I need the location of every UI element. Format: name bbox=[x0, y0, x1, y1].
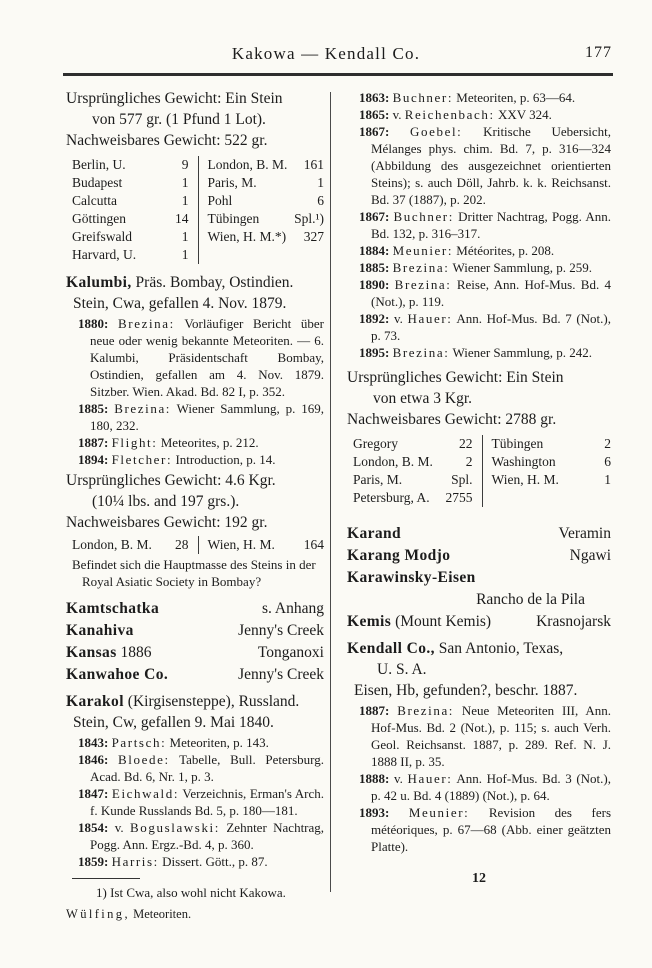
reference-entry bbox=[66, 751, 324, 785]
weight-line: Ursprüngliches Gewicht: Ein Stein bbox=[347, 369, 564, 386]
entry-heading-rest: San Antonio, Texas, bbox=[438, 640, 564, 657]
crossref-head bbox=[66, 664, 168, 686]
reference-entry bbox=[66, 785, 324, 819]
ref-author-prefix: v. bbox=[393, 771, 403, 786]
weight-line: Nachweisbares Gewicht: 192 gr. bbox=[66, 514, 268, 531]
ref-author: Flight: bbox=[111, 435, 158, 450]
reference-entry bbox=[66, 315, 324, 400]
crossref-row bbox=[66, 642, 324, 664]
ref-author: Eichwald: bbox=[111, 786, 180, 801]
entry-heading-rest: (Kirgisensteppe), Russland. bbox=[127, 693, 300, 710]
entry-headword: Karakol bbox=[66, 693, 124, 710]
weight-line: Ursprüngliches Gewicht: 4.6 Kgr. bbox=[66, 472, 276, 489]
ref-author: Bloede: bbox=[118, 752, 170, 767]
ref-author: Brezina: bbox=[114, 401, 172, 416]
weight-paragraph-kalumbi bbox=[66, 470, 324, 533]
table-row bbox=[72, 192, 324, 210]
ref-author: Brezina: bbox=[392, 345, 450, 360]
entry-note: Befindet sich die Hauptmasse des Steins in der Royal Asiatic Society in Bombay? bbox=[72, 557, 316, 589]
collection-name: Harvard, U. bbox=[72, 247, 137, 262]
ref-author: Brezina: bbox=[118, 316, 175, 331]
ref-author: Harris: bbox=[111, 854, 159, 869]
collection-name: Wien, H. M. bbox=[491, 472, 559, 487]
ref-year: 1895: bbox=[359, 345, 390, 360]
signature-work: Meteoriten. bbox=[133, 907, 192, 921]
reference-entry bbox=[347, 702, 611, 770]
reference-entry bbox=[347, 242, 611, 259]
crossref-row bbox=[347, 523, 611, 545]
ref-year: 1885: bbox=[359, 260, 390, 275]
crossref-row bbox=[347, 567, 611, 589]
footnote-rule bbox=[72, 878, 140, 879]
entry-heading-kendall bbox=[347, 638, 611, 659]
ref-text: Dissert. Gött., p. 87. bbox=[162, 854, 268, 869]
crossref-target: Jenny's Creek bbox=[238, 666, 324, 683]
ref-year: 1885: bbox=[78, 401, 109, 416]
ref-author: Reichenbach: bbox=[404, 107, 495, 122]
crossref-head bbox=[347, 523, 401, 545]
entry-subline: Stein, Cw, gefallen 9. Mai 1840. bbox=[73, 714, 274, 731]
ref-author: Partsch: bbox=[111, 735, 167, 750]
crossref-row bbox=[66, 620, 324, 642]
ref-text: Meteorites, p. 212. bbox=[160, 435, 259, 450]
ref-year: 1894: bbox=[78, 452, 109, 467]
ref-author: Meunier: bbox=[408, 805, 470, 820]
collection-value: 1 bbox=[317, 175, 324, 190]
entry-subline: Eisen, Hb, gefunden?, beschr. 1887. bbox=[354, 682, 578, 699]
reference-list-kalumbi bbox=[66, 315, 324, 468]
collection-name: Wien, H. M. bbox=[207, 537, 275, 552]
collection-name: Gregory bbox=[353, 436, 398, 451]
crossref-headword: Kansas bbox=[66, 644, 117, 661]
crossref-head bbox=[66, 598, 159, 620]
ref-year: 1884: bbox=[359, 243, 390, 258]
crossref-head bbox=[66, 620, 134, 642]
crossref-target: Veramin bbox=[558, 525, 611, 542]
ref-year: 1854: bbox=[78, 820, 109, 835]
reference-entry bbox=[347, 106, 611, 123]
collection-value: 327 bbox=[303, 229, 324, 244]
reference-list-karakol bbox=[66, 734, 324, 870]
ref-text: Wiener Sammlung, p. 242. bbox=[452, 345, 593, 360]
entry-headword: Kalumbi, bbox=[66, 274, 132, 291]
collection-value: 2755 bbox=[445, 490, 473, 505]
ref-text: Tabelle, Bull. Petersburg. Acad. Bd. 6, Nr. 1, p. 3. bbox=[90, 752, 325, 784]
entry-headword: Kendall Co., bbox=[347, 640, 435, 657]
collection-name: London, B. M. bbox=[207, 157, 288, 172]
weight-table-kakowa2 bbox=[353, 435, 611, 507]
ref-text: Introduction, p. 14. bbox=[175, 452, 276, 467]
ref-author: Buchner: bbox=[392, 90, 454, 105]
page-number: 177 bbox=[585, 44, 612, 61]
collection-value: 161 bbox=[303, 157, 324, 172]
collection-name: Petersburg, A. bbox=[353, 490, 430, 505]
ref-text: Vorläufiger Bericht über neue oder wenig bekannte Meteoriten. — 6. Kalumbi, Präsidentschaft Bombay, Ostindien, gefallen am 4. Nov. 1879. Sitzber. Wien. Akad. Bd. 82 I, p. 352. bbox=[90, 316, 325, 399]
crossref-headword: Kanahiva bbox=[66, 622, 134, 639]
crossref-target: Ngawi bbox=[569, 547, 611, 564]
collection-value: 28 bbox=[175, 537, 189, 552]
left-column bbox=[66, 88, 324, 922]
crossref-target: Tonganoxi bbox=[257, 644, 324, 661]
collection-name: Calcutta bbox=[72, 193, 117, 208]
ref-year: 1888: bbox=[359, 771, 390, 786]
crossref-target: Jenny's Creek bbox=[238, 622, 324, 639]
crossref-target: s. Anhang bbox=[262, 600, 324, 617]
column-divider bbox=[330, 92, 331, 892]
header-rule bbox=[63, 73, 613, 76]
ref-text: Meteoriten, p. 143. bbox=[169, 735, 269, 750]
ref-year: 1867: bbox=[359, 209, 390, 224]
collection-name: Tübingen bbox=[491, 436, 544, 451]
weight-line: Ursprüngliches Gewicht: Ein Stein bbox=[66, 90, 283, 107]
crossref-headword: Kamtschatka bbox=[66, 600, 160, 617]
ref-text: Météorites, p. 208. bbox=[456, 243, 555, 258]
ref-year: 1846: bbox=[78, 752, 109, 767]
crossref-suffix: (Mount Kemis) bbox=[395, 613, 492, 630]
weight-line: Nachweisbares Gewicht: 2788 gr. bbox=[347, 411, 557, 428]
table-row bbox=[72, 210, 324, 228]
weight-line: von 577 gr. (1 Pfund 1 Lot). bbox=[92, 111, 266, 128]
collection-name: Paris, M. bbox=[353, 472, 403, 487]
entry-heading-kalumbi bbox=[66, 272, 324, 293]
entry-heading-rest: Präs. Bombay, Ostindien. bbox=[135, 274, 294, 291]
weight-table-kalumbi bbox=[72, 536, 324, 554]
reference-entry bbox=[66, 819, 324, 853]
crossref-target: Rancho de la Pila bbox=[476, 591, 585, 608]
ref-text: Verzeichnis, Erman's Arch. f. Kunde Russlands Bd. 5, p. 180—181. bbox=[90, 786, 324, 818]
collection-name: London, B. M. bbox=[353, 454, 433, 469]
ref-text: Ann. Hof-Mus. Bd. 7 (Not.), p. 73. bbox=[371, 311, 611, 343]
ref-author: Brezina: bbox=[397, 703, 455, 718]
reference-entry bbox=[347, 770, 611, 804]
collection-value: 22 bbox=[459, 436, 473, 451]
ref-text: Wiener Sammlung, p. 259. bbox=[452, 260, 593, 275]
crossref-headword: Karand bbox=[347, 525, 402, 542]
ref-text: XXV 324. bbox=[497, 107, 552, 122]
table-row bbox=[72, 174, 324, 192]
ref-year: 1867: bbox=[359, 124, 390, 139]
reference-entry bbox=[347, 123, 611, 208]
ref-author: Fletcher: bbox=[111, 452, 173, 467]
ref-year: 1893: bbox=[359, 805, 390, 820]
collection-value: 1 bbox=[181, 229, 189, 244]
reference-entry bbox=[347, 208, 611, 242]
collection-value: 1 bbox=[181, 247, 189, 262]
reference-list-kendall bbox=[347, 702, 611, 855]
collection-value: 2 bbox=[604, 436, 611, 451]
collection-value: 1 bbox=[604, 472, 611, 487]
ref-author: Brezina: bbox=[392, 260, 450, 275]
collection-value: 9 bbox=[181, 157, 189, 172]
reference-entry bbox=[347, 804, 611, 855]
crossref-head bbox=[66, 642, 152, 664]
crossref-row bbox=[347, 545, 611, 567]
reference-list-kakowa bbox=[347, 89, 611, 361]
collection-name: Berlin, U. bbox=[72, 157, 126, 172]
reference-entry bbox=[66, 400, 324, 434]
crossref-headword: Kanwahoe Co. bbox=[66, 666, 169, 683]
ref-text: Revision des fers météoriques, p. 67—68 (Abb. einer geätzten Platte). bbox=[371, 805, 612, 854]
ref-text: Neue Meteoriten III, Ann. Hof-Mus. Bd. 2 (Not.), p. 115; s. auch Verh. Geol. Reichsanst. 1887, p. 289. Ref. N. J. 1888 II, p. 35. bbox=[371, 703, 612, 769]
page-header-title: Kakowa — Kendall Co. bbox=[231, 44, 421, 63]
ref-text: Reise, Ann. Hof-Mus. Bd. 4 (Not.), p. 119. bbox=[371, 277, 612, 309]
ref-author: Meunier: bbox=[392, 243, 454, 258]
table-row bbox=[72, 156, 324, 174]
crossref-row bbox=[347, 611, 611, 633]
signature-author: Wülfing, bbox=[66, 907, 130, 921]
collection-value: 2 bbox=[465, 454, 473, 469]
crossref-head bbox=[347, 567, 476, 589]
weight-paragraph-kakowa2 bbox=[347, 367, 611, 430]
crossref-headword: Kemis bbox=[347, 613, 392, 630]
ref-author: Goebel: bbox=[410, 124, 463, 139]
table-row bbox=[353, 435, 611, 453]
collection-value: 1 bbox=[181, 175, 189, 190]
ref-year: 1887: bbox=[78, 435, 109, 450]
collection-value: 164 bbox=[303, 537, 324, 552]
crossref-row bbox=[66, 598, 324, 620]
collection-name: Budapest bbox=[72, 175, 123, 190]
reference-entry bbox=[66, 853, 324, 870]
table-row bbox=[72, 228, 324, 246]
ref-author: Hauer: bbox=[407, 771, 453, 786]
reference-entry bbox=[66, 734, 324, 751]
crossref-headword: Karang Modjo bbox=[347, 547, 451, 564]
ref-text: Ann. Hof-Mus. Bd. 3 (Not.), p. 42 u. Bd. 4 (1889) (Not.), p. 64. bbox=[371, 771, 611, 803]
ref-author: Hauer: bbox=[407, 311, 453, 326]
right-column bbox=[347, 88, 611, 887]
collection-value: 14 bbox=[175, 211, 189, 226]
ref-author: Boguslawski: bbox=[130, 820, 220, 835]
crossref-head bbox=[347, 545, 450, 567]
collection-value: Spl. bbox=[451, 472, 473, 487]
table-row bbox=[72, 246, 324, 264]
ref-text: Dritter Nachtrag, Pogg. Ann. Bd. 132, p. 316–317. bbox=[371, 209, 612, 241]
table-row bbox=[72, 536, 324, 554]
collection-name: Göttingen bbox=[72, 211, 126, 226]
ref-year: 1890: bbox=[359, 277, 390, 292]
reference-entry bbox=[66, 451, 324, 468]
crossref-headword: Karawinsky-Eisen bbox=[347, 569, 476, 586]
collection-name: Tübingen bbox=[207, 211, 260, 226]
collection-value: Spl.¹) bbox=[294, 211, 324, 226]
entry-heading-line2: U. S. A. bbox=[377, 661, 427, 678]
weight-line: Nachweisbares Gewicht: 522 gr. bbox=[66, 132, 268, 149]
ref-year: 1843: bbox=[78, 735, 109, 750]
weight-line: (10¼ lbs. and 197 grs.). bbox=[92, 493, 240, 510]
reference-entry bbox=[347, 259, 611, 276]
table-row bbox=[353, 471, 611, 489]
entry-subline: Stein, Cwa, gefallen 4. Nov. 1879. bbox=[73, 295, 287, 312]
crossref-row bbox=[66, 664, 324, 686]
collection-name: Washington bbox=[491, 454, 556, 469]
ref-text: Zehnter Nachtrag, Pogg. Ann. Ergz.-Bd. 4, p. 360. bbox=[90, 820, 325, 852]
collection-name: London, B. M. bbox=[72, 537, 152, 552]
collection-name: Wien, H. M.*) bbox=[207, 229, 287, 244]
reference-entry bbox=[347, 344, 611, 361]
collection-value: 6 bbox=[317, 193, 324, 208]
ref-year: 1865: bbox=[359, 107, 390, 122]
ref-year: 1887: bbox=[359, 703, 390, 718]
ref-year: 1880: bbox=[78, 316, 109, 331]
collection-name: Greifswald bbox=[72, 229, 132, 244]
ref-author: Buchner: bbox=[393, 209, 454, 224]
footnote: 1) Ist Cwa, also wohl nicht Kakowa. bbox=[96, 885, 286, 900]
reference-entry bbox=[347, 89, 611, 106]
ref-text: Meteoriten, p. 63—64. bbox=[456, 90, 576, 105]
sheet-mark: 12 bbox=[472, 871, 486, 886]
ref-text: Kritische Uebersicht, Mélanges phys. chim. Bd. 7, p. 316—324 (Abbildung des ausgezeichnet orientierten Steins); s. auch Döll, Jahrb. k. k. Reichsanst. Bd. 37 (1887), p. 202. bbox=[371, 124, 612, 207]
table-row bbox=[353, 489, 611, 507]
collection-name: Pohl bbox=[207, 193, 233, 208]
ref-author-prefix: v. bbox=[393, 311, 403, 326]
crossref-target: Krasnojarsk bbox=[536, 613, 611, 630]
ref-year: 1847: bbox=[78, 786, 109, 801]
ref-author-prefix: v. bbox=[392, 107, 402, 122]
ref-year: 1892: bbox=[359, 311, 390, 326]
ref-text: Wiener Sammlung, p. 169, 180, 232. bbox=[90, 401, 324, 433]
collection-value: 6 bbox=[604, 454, 611, 469]
signature-line bbox=[66, 906, 324, 922]
collection-value: 1 bbox=[181, 193, 189, 208]
weight-table-kakowa bbox=[72, 156, 324, 264]
crossref-karawinsky bbox=[347, 567, 611, 611]
ref-year: 1863: bbox=[359, 90, 390, 105]
crossref-suffix: 1886 bbox=[120, 644, 152, 661]
weight-paragraph-kakowa bbox=[66, 88, 324, 151]
reference-entry bbox=[66, 434, 324, 451]
reference-entry bbox=[347, 276, 611, 310]
collection-name: Paris, M. bbox=[207, 175, 257, 190]
table-row bbox=[353, 453, 611, 471]
reference-entry bbox=[347, 310, 611, 344]
weight-line: von etwa 3 Kgr. bbox=[373, 390, 473, 407]
ref-author-prefix: v. bbox=[114, 820, 124, 835]
entry-heading-karakol bbox=[66, 691, 324, 712]
ref-year: 1859: bbox=[78, 854, 109, 869]
ref-author: Brezina: bbox=[394, 277, 452, 292]
crossref-head bbox=[347, 611, 491, 633]
